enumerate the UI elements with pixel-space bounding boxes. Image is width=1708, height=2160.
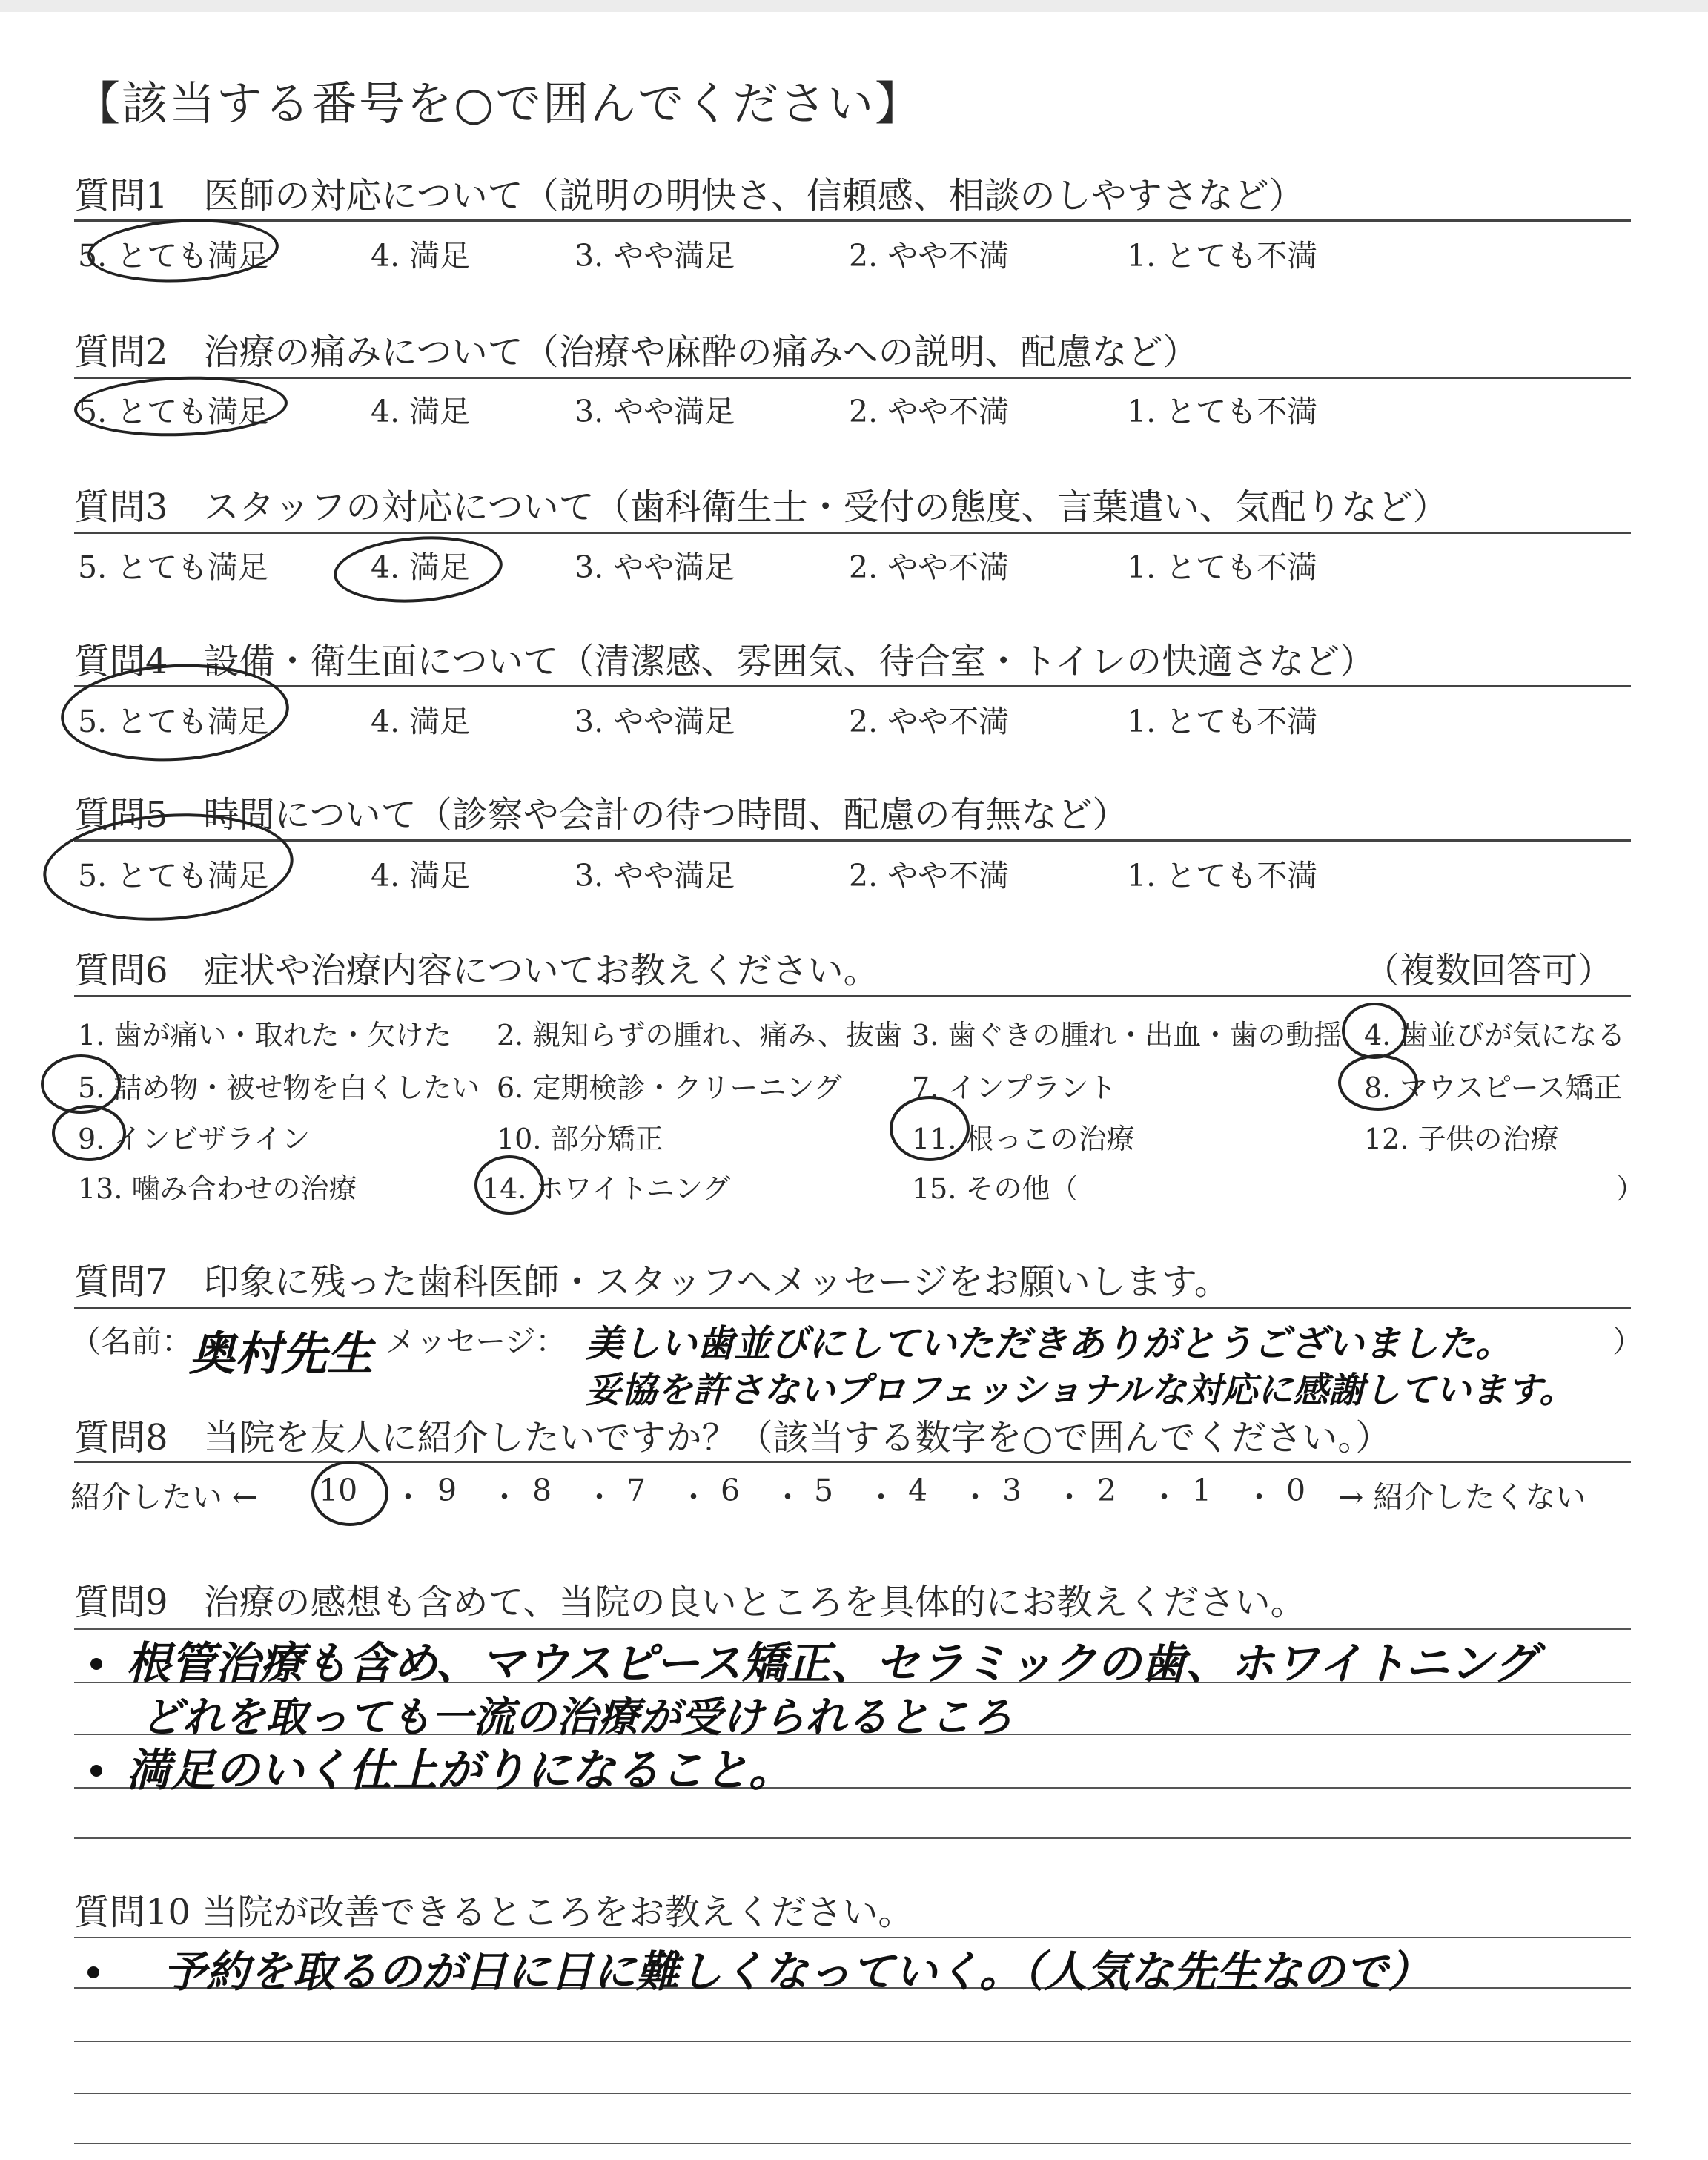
q6-circle-11 [890, 1096, 970, 1161]
q5-title: 質問5 時間について（診察や会計の待つ時間、配慮の有無など） [74, 794, 1128, 836]
q8-scale-separator: ・ [866, 1479, 896, 1515]
q6-circle-8 [1338, 1054, 1418, 1111]
q7-title: 質問7 印象に残った歯科医師・スタッフへメッセージをお願いします。 [74, 1261, 1230, 1303]
q6-circle-4 [1342, 1003, 1407, 1059]
q5-option-4[interactable]: 4. 満足 [371, 858, 471, 894]
q5-option-1[interactable]: 1. とても不満 [1127, 858, 1318, 894]
q8-scale-separator: ・ [1054, 1479, 1085, 1515]
q2-option-1[interactable]: 1. とても不満 [1127, 394, 1318, 429]
q8-selection-circle [311, 1461, 388, 1526]
q8-scale-separator: ・ [1244, 1479, 1274, 1515]
q7-message-line-1[interactable]: 美しい歯並びにしていただきありがとうございました。 [586, 1322, 1512, 1365]
q5-option-5[interactable]: 5. とても満足 [78, 858, 269, 894]
q7-close-paren: ） [1612, 1324, 1643, 1359]
q7-message-label: メッセージ： [385, 1324, 566, 1359]
q1-selection-circle [86, 214, 280, 286]
q8-scale-7[interactable]: 7 [626, 1473, 646, 1508]
q4-rule [74, 685, 1631, 687]
q6-item-4[interactable]: 4. 歯並びが気になる [1364, 1019, 1626, 1051]
q4-title: 質問4 設備・衛生面について（清潔感、雰囲気、待合室・トイレの快適さなど） [74, 641, 1376, 682]
q7-rule [74, 1307, 1631, 1309]
q2-rule [74, 377, 1631, 379]
q8-scale-separator: ・ [489, 1479, 520, 1515]
q5-rule [74, 839, 1631, 842]
q10-line-5 [74, 2143, 1631, 2144]
q5-option-2[interactable]: 2. やや不満 [849, 858, 1010, 894]
q8-scale-3[interactable]: 3 [1002, 1473, 1022, 1508]
q10-title: 質問10 当院が改善できるところをお教えください。 [74, 1892, 914, 1933]
q9-answer-line-1[interactable]: 根管治療も含め、マウスピース矯正、セラミックの歯、ホワイトニング [126, 1638, 1537, 1690]
q4-option-1[interactable]: 1. とても不満 [1127, 704, 1318, 739]
q8-scale-separator: ・ [393, 1479, 423, 1515]
q3-selection-circle [331, 531, 505, 608]
q8-left-label: 紹介したい ← [70, 1479, 258, 1515]
q8-scale-0[interactable]: 0 [1286, 1473, 1306, 1508]
q8-scale-5[interactable]: 5 [814, 1473, 834, 1508]
q9-title: 質問9 治療の感想も含めて、当院の良いところを具体的にお教えください。 [74, 1582, 1306, 1623]
q4-option-4[interactable]: 4. 満足 [371, 704, 471, 739]
q2-option-4[interactable]: 4. 満足 [371, 394, 471, 429]
q8-scale-8[interactable]: 8 [532, 1473, 552, 1508]
q6-item-10[interactable]: 10. 部分矯正 [497, 1123, 663, 1155]
q10-bullet-1 [87, 1966, 99, 1978]
q10-answer-line-1[interactable]: 予約を取るのが日に日に難しくなっていく。（人気な先生なので） [163, 1946, 1431, 1997]
q9-answer-line-2[interactable]: どれを取っても一流の治療が受けられるところ [141, 1694, 1013, 1742]
q2-option-2[interactable]: 2. やや不満 [849, 394, 1010, 429]
q8-scale-separator: ・ [772, 1479, 803, 1515]
q8-scale-separator: ・ [584, 1479, 615, 1515]
q3-option-3[interactable]: 3. やや満足 [575, 549, 735, 585]
q6-rule [74, 995, 1631, 997]
q1-option-1[interactable]: 1. とても不満 [1127, 238, 1318, 274]
q8-scale-separator: ・ [678, 1479, 709, 1515]
q9-bullet-1 [90, 1658, 102, 1670]
q10-line-4 [74, 2093, 1631, 2094]
q8-scale-10[interactable]: 10 [319, 1473, 358, 1508]
q8-scale-4[interactable]: 4 [908, 1473, 928, 1508]
q3-title: 質問3 スタッフの対応について（歯科衛生士・受付の態度、言葉遣い、気配りなど） [74, 486, 1449, 528]
q6-circle-14 [474, 1155, 544, 1215]
q2-option-3[interactable]: 3. やや満足 [575, 394, 735, 429]
q6-item-12[interactable]: 12. 子供の治療 [1364, 1123, 1559, 1155]
q3-option-1[interactable]: 1. とても不満 [1127, 549, 1318, 585]
q9-line-5 [74, 1837, 1631, 1839]
q1-rule [74, 219, 1631, 222]
q9-answer-line-3[interactable]: 満足のいく仕上がりになること。 [126, 1745, 793, 1797]
q8-scale-6[interactable]: 6 [721, 1473, 741, 1508]
q6-item-9[interactable]: 9. インビザライン [78, 1123, 311, 1155]
q4-option-5[interactable]: 5. とても満足 [78, 704, 269, 739]
q8-title: 質問8 当院を友人に紹介したいですか？（該当する数字を○で囲んでください。） [74, 1417, 1391, 1459]
q3-rule [74, 532, 1631, 534]
q4-option-3[interactable]: 3. やや満足 [575, 704, 735, 739]
q6-multiple-note: （複数回答可） [1364, 950, 1614, 991]
q7-message-line-2[interactable]: 妥協を許さないプロフェッショナルな対応に感謝しています。 [586, 1370, 1575, 1411]
q8-right-label: → 紹介したくない [1338, 1479, 1586, 1515]
q1-option-5[interactable]: 5. とても満足 [78, 238, 269, 274]
scan-edge [0, 0, 1708, 12]
q1-title: 質問1 医師の対応について（説明の明快さ、信頼感、相談のしやすさなど） [74, 175, 1305, 217]
instruction-header: 【該当する番号を○で囲んでください】 [74, 76, 923, 131]
q8-scale-2[interactable]: 2 [1097, 1473, 1117, 1508]
q8-scale-1[interactable]: 1 [1192, 1473, 1212, 1508]
q6-item-11[interactable]: 11. 根っこの治療 [912, 1123, 1135, 1155]
q6-item-13[interactable]: 13. 噛み合わせの治療 [78, 1172, 357, 1205]
q2-option-5[interactable]: 5. とても満足 [78, 394, 269, 429]
q10-line-3 [74, 2041, 1631, 2042]
q3-option-4[interactable]: 4. 満足 [371, 549, 471, 585]
q6-item-5[interactable]: 5. 詰め物・被せ物を白くしたい [78, 1071, 480, 1104]
q5-option-3[interactable]: 3. やや満足 [575, 858, 735, 894]
q8-scale-9[interactable]: 9 [437, 1473, 457, 1508]
q6-item-14[interactable]: 14. ホワイトニング [482, 1172, 731, 1205]
q6-item-7[interactable]: 7. インプラント [912, 1071, 1117, 1104]
q4-option-2[interactable]: 2. やや不満 [849, 704, 1010, 739]
q6-item-6[interactable]: 6. 定期検診・クリーニング [497, 1071, 842, 1104]
q6-item-3[interactable]: 3. 歯ぐきの腫れ・出血・歯の動揺 [912, 1019, 1343, 1051]
q1-option-2[interactable]: 2. やや不満 [849, 238, 1010, 274]
q6-item-15[interactable]: 15. その他（ [912, 1172, 1079, 1205]
q1-option-4[interactable]: 4. 満足 [371, 238, 471, 274]
q8-scale-separator: ・ [1149, 1479, 1179, 1515]
q7-name-label: （名前： [70, 1324, 192, 1359]
q9-bullet-2 [90, 1765, 102, 1777]
q6-circle-9 [52, 1105, 126, 1161]
q8-scale-separator: ・ [960, 1479, 990, 1515]
q6-item-2[interactable]: 2. 親知らずの腫れ、痛み、抜歯 [497, 1019, 902, 1051]
q8-rule [74, 1461, 1631, 1463]
q6-item-1[interactable]: 1. 歯が痛い・取れた・欠けた [78, 1019, 452, 1051]
q7-name-handwritten[interactable]: 奥村先生 [189, 1327, 374, 1381]
q6-item-15-close: ） [1616, 1172, 1645, 1205]
q3-option-2[interactable]: 2. やや不満 [849, 549, 1010, 585]
q3-option-5[interactable]: 5. とても満足 [78, 549, 269, 585]
q1-option-3[interactable]: 3. やや満足 [575, 238, 735, 274]
q6-item-8[interactable]: 8. マウスピース矯正 [1364, 1071, 1622, 1104]
q2-title: 質問2 治療の痛みについて（治療や麻酔の痛みへの説明、配慮など） [74, 331, 1199, 373]
q6-title: 質問6 症状や治療内容についてお教えください。 [74, 950, 879, 991]
